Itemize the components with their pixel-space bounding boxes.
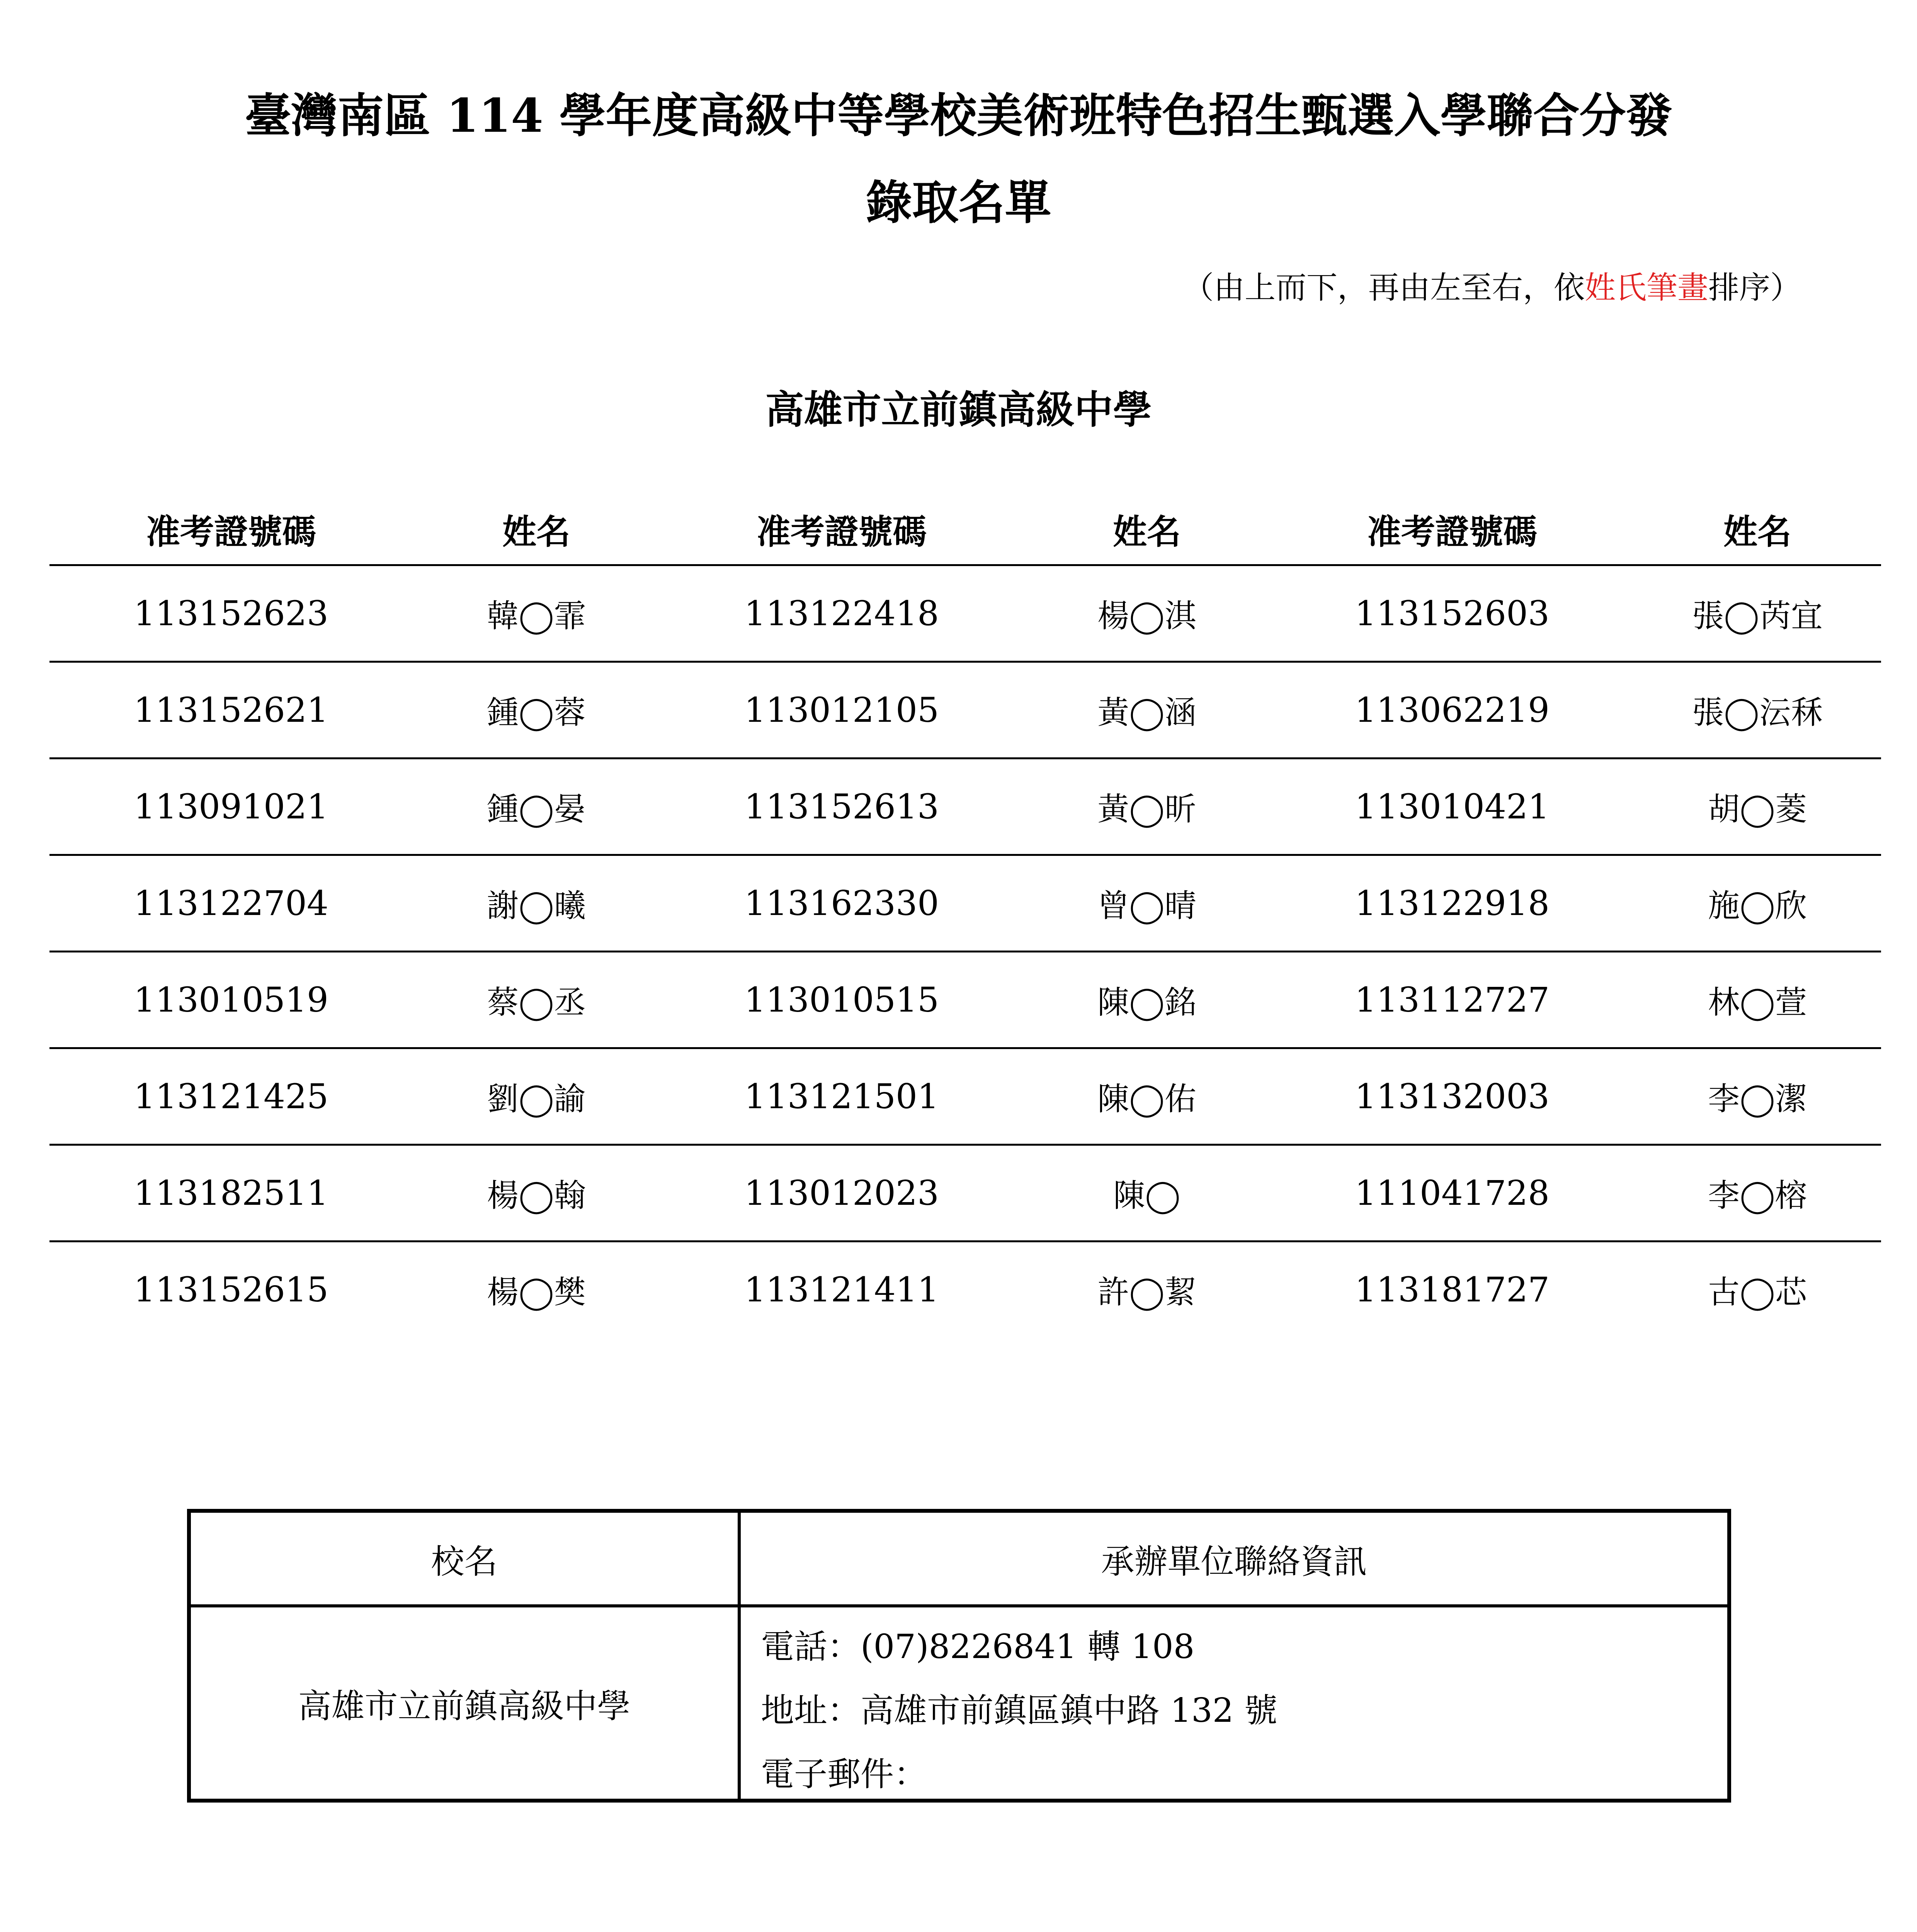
student-name: 楊◯翰: [487, 1177, 586, 1214]
exam-id: 113091021: [134, 787, 328, 827]
exam-id: 113121425: [134, 1077, 328, 1116]
document-subtitle: 錄取名單: [866, 175, 1051, 230]
exam-id: 113152615: [134, 1270, 328, 1310]
student-name: 謝◯曦: [487, 888, 586, 924]
contact-address: 地址：高雄市前鎮區鎮中路 132 號: [761, 1691, 1277, 1730]
exam-id: 113062219: [1355, 690, 1550, 730]
header-contact-info: 承辦單位聯絡資訊: [1101, 1542, 1367, 1581]
student-name: 蔡◯丞: [487, 984, 586, 1021]
contact-table: [187, 1509, 1731, 1803]
header-school-name: 校名: [431, 1542, 498, 1581]
header-exam-id: 准考證號碼: [756, 512, 927, 552]
exam-id: 113012105: [744, 690, 939, 730]
table-row: [49, 566, 1881, 663]
student-name: 楊◯樊: [487, 1274, 586, 1311]
contact-phone: 電話：(07)8226841 轉 108: [761, 1628, 1195, 1666]
exam-id: 113162330: [744, 883, 939, 923]
contact-email: 電子郵件：: [761, 1755, 927, 1794]
school-heading: 高雄市立前鎮高級中學: [765, 387, 1152, 432]
exam-id: 113112727: [1355, 980, 1550, 1020]
sort-note-highlight: 姓氏筆畫: [1585, 270, 1708, 306]
exam-id: 113152621: [134, 690, 328, 730]
student-name: 韓◯霏: [487, 598, 586, 634]
exam-id: 113122418: [744, 594, 939, 633]
sort-note-suffix: 排序）: [1708, 270, 1801, 306]
student-name: 劉◯諭: [487, 1081, 586, 1117]
student-name: 曾◯晴: [1097, 888, 1196, 924]
exam-id: 113121501: [744, 1077, 939, 1116]
table-row: [49, 1146, 1881, 1242]
exam-id: 113010421: [1355, 787, 1550, 827]
sort-note: [1183, 267, 1801, 309]
student-name: 胡◯菱: [1708, 791, 1807, 828]
student-name: 李◯榕: [1708, 1177, 1807, 1214]
table-row: [49, 1242, 1881, 1337]
table-row: [49, 952, 1881, 1049]
header-name: 姓名: [502, 512, 570, 552]
exam-id: 113010519: [134, 980, 328, 1020]
admission-table-header: [49, 495, 1881, 566]
student-name: 黃◯昕: [1097, 791, 1196, 828]
student-name: 陳◯佑: [1097, 1081, 1196, 1117]
student-name: 許◯絜: [1097, 1274, 1196, 1311]
student-name: 陳◯銘: [1097, 984, 1196, 1021]
header-exam-id: 准考證號碼: [1367, 512, 1537, 552]
exam-id: 113152623: [134, 594, 328, 633]
exam-id: 113152603: [1355, 594, 1550, 633]
contact-school-name: 高雄市立前鎮高級中學: [298, 1687, 631, 1726]
table-row: [49, 663, 1881, 759]
student-name: 陳◯: [1113, 1177, 1180, 1214]
student-name: 張◯芮宜: [1692, 598, 1823, 634]
sort-note-prefix: （由上而下，再由左至右，依: [1183, 270, 1585, 306]
header-exam-id: 准考證號碼: [146, 512, 316, 552]
table-row: [49, 759, 1881, 856]
exam-id: 113122918: [1355, 883, 1550, 923]
student-name: 張◯沄秝: [1692, 694, 1823, 731]
contact-details: [761, 1615, 1720, 1806]
admission-table: [49, 495, 1881, 1337]
student-name: 林◯萱: [1708, 984, 1807, 1021]
student-name: 黃◯涵: [1097, 694, 1196, 731]
header-name: 姓名: [1112, 512, 1181, 552]
exam-id: 113010515: [744, 980, 939, 1020]
student-name: 古◯芯: [1708, 1274, 1807, 1311]
student-name: 李◯潔: [1708, 1081, 1807, 1117]
student-name: 鍾◯晏: [487, 791, 586, 828]
exam-id: 113182511: [134, 1173, 328, 1213]
student-name: 鍾◯蓉: [487, 694, 586, 731]
exam-id: 111041728: [1355, 1173, 1550, 1213]
exam-id: 113012023: [744, 1173, 939, 1213]
exam-id: 113152613: [744, 787, 939, 827]
header-name: 姓名: [1723, 512, 1791, 552]
document-title: 臺灣南區 114 學年度高級中等學校美術班特色招生甄選入學聯合分發: [245, 88, 1672, 143]
exam-id: 113122704: [134, 883, 328, 923]
student-name: 施◯欣: [1708, 888, 1807, 924]
column-divider: [738, 1513, 741, 1799]
exam-id: 113181727: [1355, 1270, 1550, 1310]
table-row: [49, 856, 1881, 952]
exam-id: 113121411: [744, 1270, 939, 1310]
table-row: [49, 1049, 1881, 1146]
exam-id: 113132003: [1355, 1077, 1550, 1116]
student-name: 楊◯淇: [1097, 598, 1196, 634]
